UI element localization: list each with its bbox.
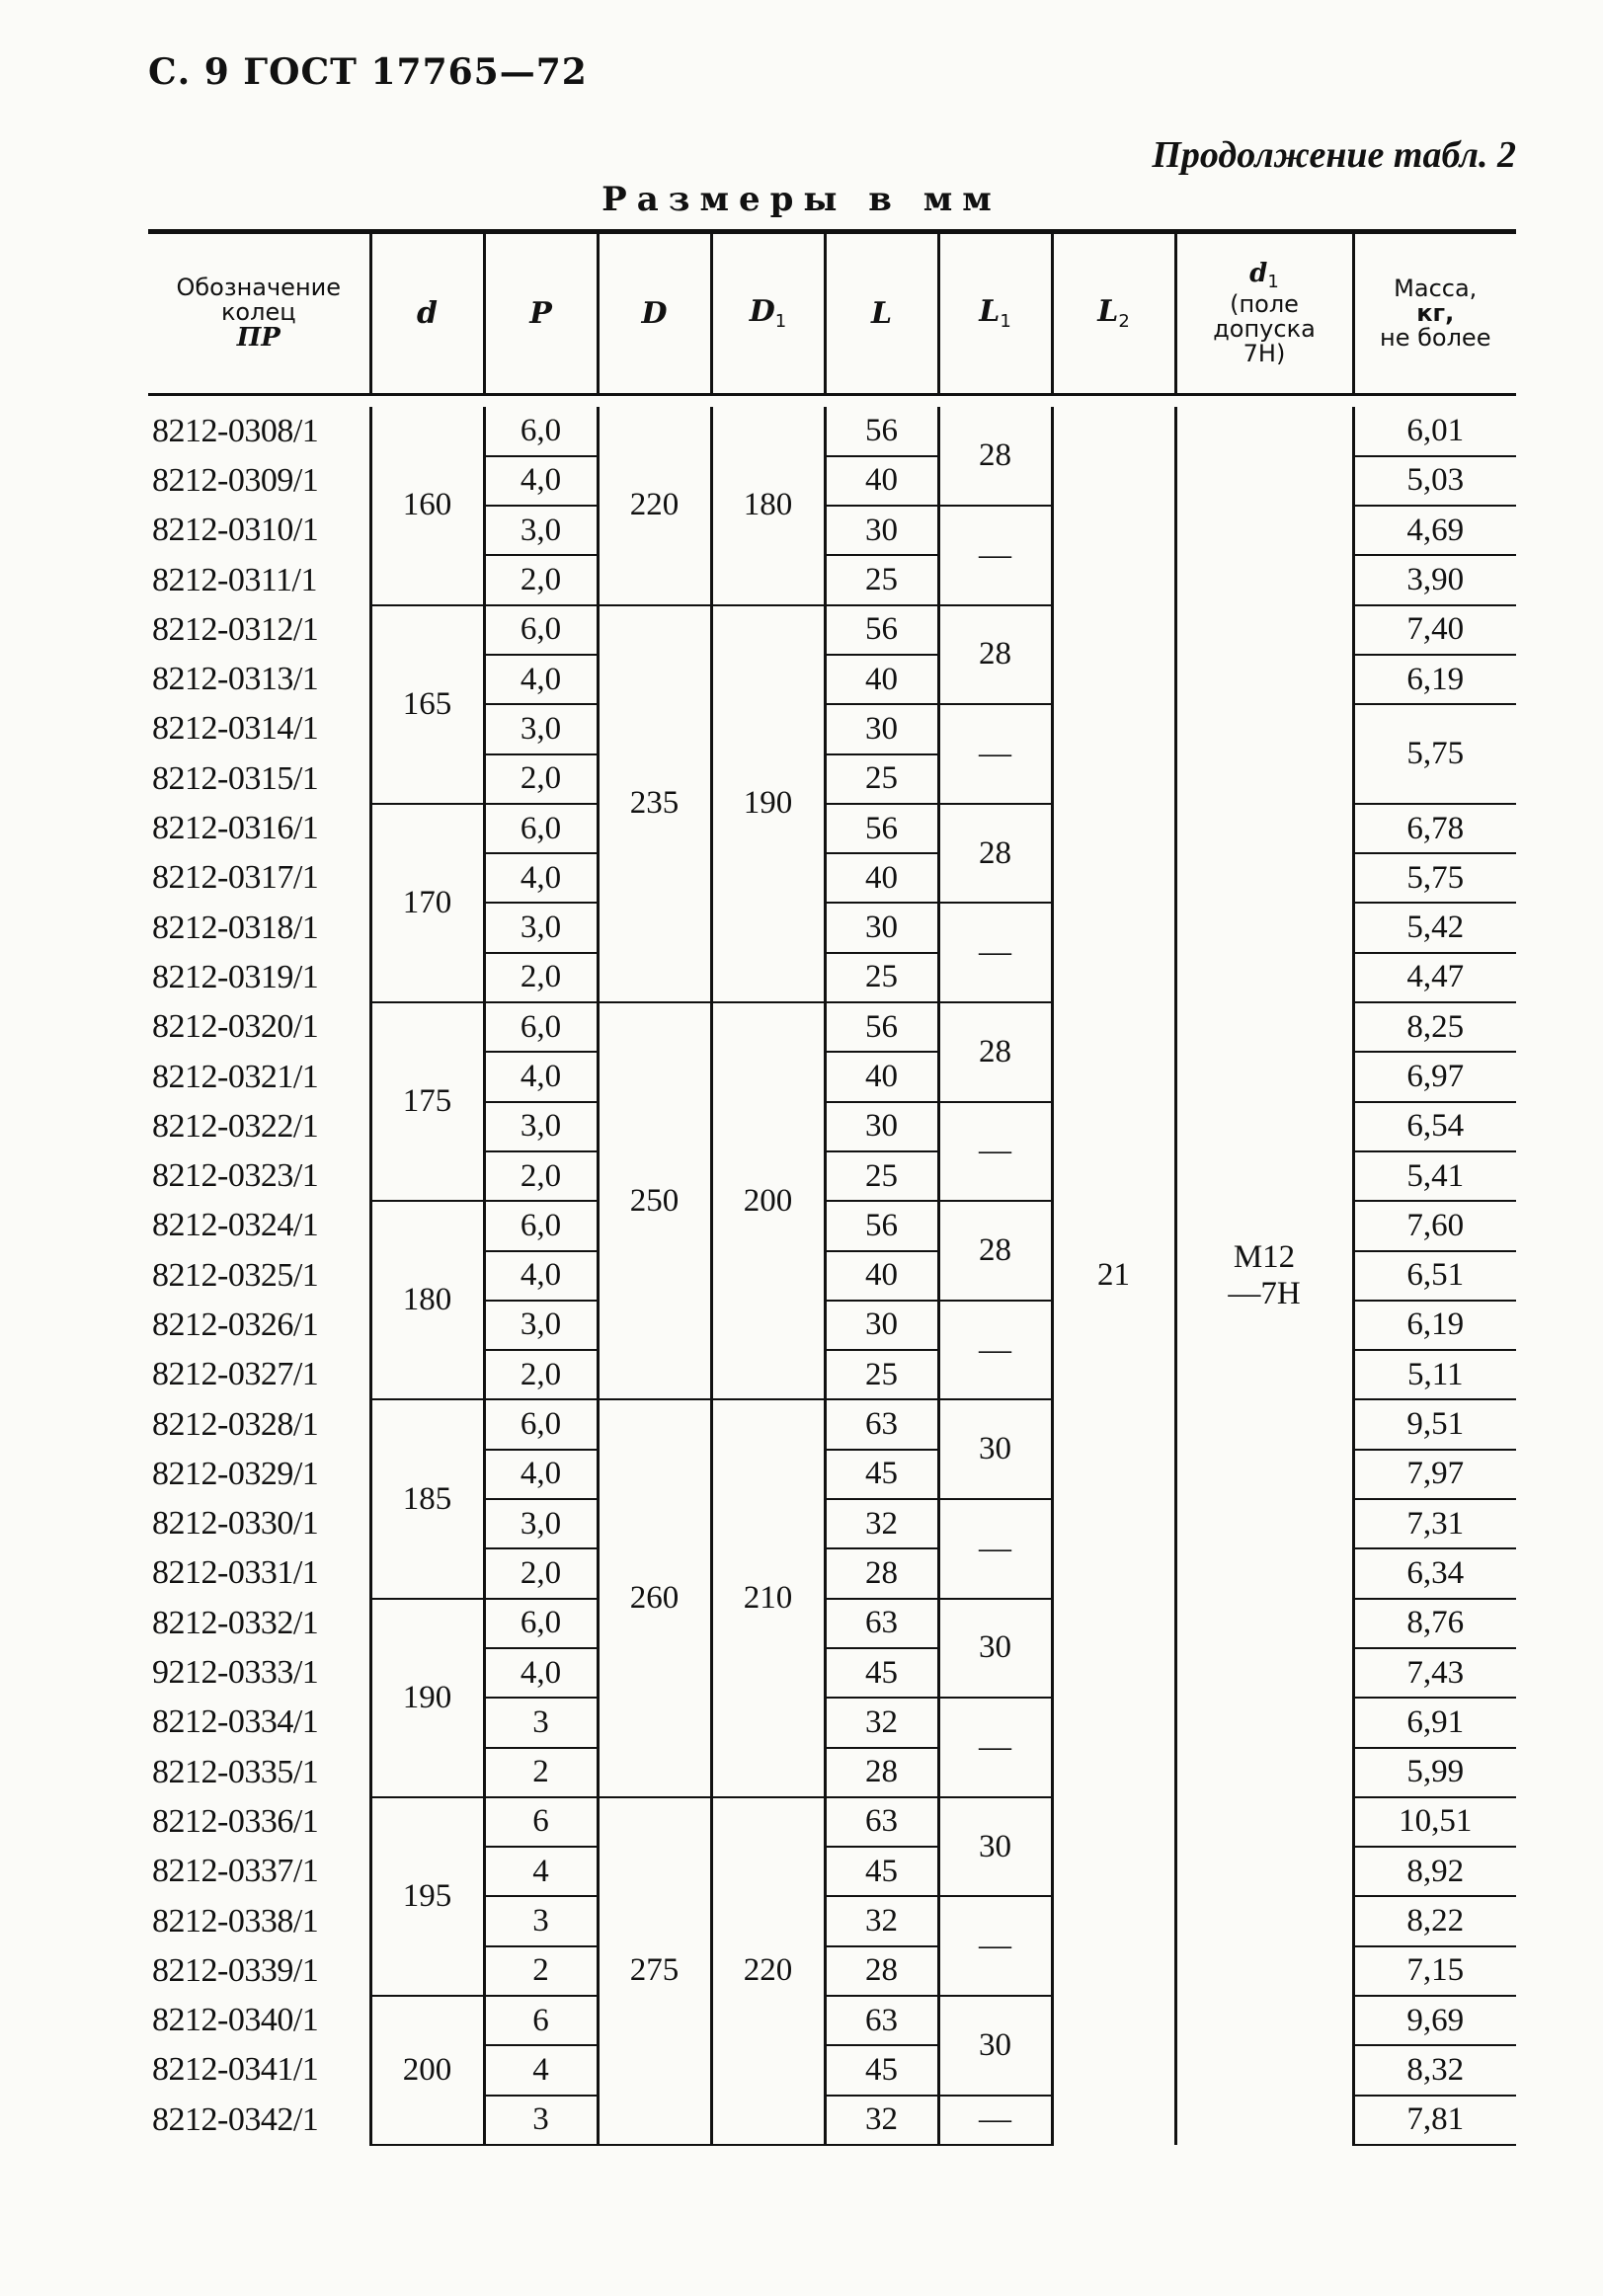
l1-cell: 30 [938,1399,1052,1499]
designation-cell: 8212-0331/1 [152,1554,319,1592]
mass-cell: 8,76 [1353,1599,1516,1648]
l1-cell: — [938,506,1052,605]
mass-cell: 8,22 [1353,1896,1516,1945]
p-cell: 2,0 [484,1350,598,1399]
p-cell: 3 [484,1698,598,1747]
l-cell: 25 [825,1350,938,1399]
big-d-cell: 260 [598,1399,711,1796]
mass-cell: 10,51 [1353,1797,1516,1847]
l-cell: 30 [825,903,938,952]
p-cell: 6,0 [484,804,598,853]
p-cell: 6 [484,1797,598,1847]
p-cell: 4,0 [484,456,598,506]
l-cell: 32 [825,2096,938,2145]
l1-cell: 30 [938,1996,1052,2096]
d-cell: 175 [370,1002,484,1201]
p-cell: 6,0 [484,1201,598,1250]
p-cell: 6,0 [484,1399,598,1449]
p-cell: 2,0 [484,1151,598,1201]
d1-outer-cell: 200 [711,1002,825,1399]
designation-cell: 8212-0310/1 [152,512,319,549]
p-cell: 3,0 [484,903,598,952]
d-cell: 200 [370,1996,484,2145]
designation-cell: 8212-0328/1 [152,1405,319,1443]
mass-cell: 6,54 [1353,1102,1516,1151]
p-cell: 3,0 [484,1499,598,1548]
p-cell: 4,0 [484,1648,598,1698]
mass-cell: 6,34 [1353,1548,1516,1598]
mass-cell: 4,47 [1353,953,1516,1002]
l-cell: 63 [825,1599,938,1648]
l-cell: 45 [825,1847,938,1896]
designation-cell: 8212-0340/1 [152,2002,319,2039]
table-header-row [148,232,1516,395]
mass-cell: 8,32 [1353,2045,1516,2095]
mass-cell: 5,11 [1353,1350,1516,1399]
l1-cell: 30 [938,1797,1052,1897]
mass-cell: 3,90 [1353,555,1516,604]
mass-cell: 6,97 [1353,1052,1516,1101]
l-cell: 56 [825,605,938,655]
designation-cell: 8212-0341/1 [152,2051,319,2089]
l-cell: 25 [825,1151,938,1201]
designation-cell: 8212-0339/1 [152,1951,319,1989]
d-cell: 190 [370,1599,484,1797]
mass-cell: 6,91 [1353,1698,1516,1747]
l-cell: 25 [825,555,938,604]
header-p: P [484,232,598,395]
p-cell: 3 [484,2096,598,2145]
l-cell: 40 [825,853,938,903]
p-cell: 2 [484,1946,598,1996]
mass-cell: 6,51 [1353,1251,1516,1301]
l1-cell: — [938,1698,1052,1797]
l-cell: 40 [825,1052,938,1101]
mass-cell: 8,92 [1353,1847,1516,1896]
l-cell: 45 [825,1648,938,1698]
designation-cell: 8212-0321/1 [152,1058,319,1095]
l1-cell: — [938,704,1052,804]
l-cell: 30 [825,1301,938,1350]
p-cell: 6,0 [484,1599,598,1648]
l-cell: 25 [825,953,938,1002]
designation-cell: 8212-0336/1 [152,1802,319,1840]
big-d-cell: 250 [598,1002,711,1399]
p-cell: 3,0 [484,1102,598,1151]
header-d: d [370,232,484,395]
designation-cell: 8212-0329/1 [152,1455,319,1492]
l1-cell: — [938,1896,1052,1996]
mass-cell: 9,51 [1353,1399,1516,1449]
l1-cell: — [938,1301,1052,1400]
mass-cell: 5,42 [1353,903,1516,952]
table-continuation-note: Продолжение табл. 2 [1152,134,1516,176]
designation-cell: 8212-0320/1 [152,1008,319,1046]
units-caption: Размеры в мм [601,180,1002,219]
mass-cell: 5,75 [1353,704,1516,804]
mass-cell: 6,78 [1353,804,1516,853]
header-designation: Обозначение колец ПР [148,232,370,395]
mass-cell: 7,15 [1353,1946,1516,1996]
mass-cell: 6,19 [1353,655,1516,704]
designation-cell: 8212-0326/1 [152,1306,319,1343]
d1-outer-cell: 190 [711,605,825,1002]
designation-cell: 8212-0309/1 [152,461,319,499]
l-cell: 30 [825,1102,938,1151]
mass-cell: 8,25 [1353,1002,1516,1052]
l-cell: 56 [825,1002,938,1052]
designation-cell: 8212-0332/1 [152,1604,319,1641]
d-cell: 160 [370,407,484,605]
l-cell: 40 [825,655,938,704]
designation-cell: 8212-0324/1 [152,1207,319,1244]
d-cell: 195 [370,1797,484,1996]
d1-outer-cell: 220 [711,1797,825,2145]
p-cell: 3 [484,1896,598,1945]
mass-cell: 7,97 [1353,1450,1516,1499]
l-cell: 40 [825,1251,938,1301]
designation-cell: 8212-0312/1 [152,610,319,648]
l-cell: 63 [825,1399,938,1449]
p-cell: 6 [484,1996,598,2045]
designation-cell: 8212-0313/1 [152,661,319,698]
designation-cell: 8212-0316/1 [152,810,319,847]
d-cell: 170 [370,804,484,1002]
header-l1: $L_1$ [938,232,1052,395]
p-cell: 2,0 [484,1548,598,1598]
designation-cell: 8212-0323/1 [152,1157,319,1195]
p-cell: 3,0 [484,704,598,753]
header-l2: $L_2$ [1052,232,1175,395]
header-l: L [825,232,938,395]
l-cell: 56 [825,407,938,456]
mass-cell: 5,41 [1353,1151,1516,1201]
l-cell: 56 [825,804,938,853]
p-cell: 2 [484,1748,598,1797]
l-cell: 30 [825,704,938,753]
mass-cell: 5,99 [1353,1748,1516,1797]
mass-cell: 5,03 [1353,456,1516,506]
p-cell: 2,0 [484,555,598,604]
l-cell: 32 [825,1698,938,1747]
l-cell: 45 [825,1450,938,1499]
l-cell: 45 [825,2045,938,2095]
designation-cell: 8212-0342/1 [152,2100,319,2138]
designation-cell: 8212-0327/1 [152,1356,319,1393]
header-big-d: D [598,232,711,395]
designation-cell: 8212-0308/1 [152,412,319,449]
p-cell: 3,0 [484,1301,598,1350]
p-cell: 4,0 [484,1052,598,1101]
d-cell: 165 [370,605,484,804]
p-cell: 2,0 [484,754,598,804]
mass-cell: 7,60 [1353,1201,1516,1250]
mass-cell: 6,01 [1353,407,1516,456]
l-cell: 40 [825,456,938,506]
p-cell: 2,0 [484,953,598,1002]
l1-cell: — [938,2096,1052,2145]
l-cell: 56 [825,1201,938,1250]
mass-cell: 7,81 [1353,2096,1516,2145]
l1-cell: 28 [938,1201,1052,1301]
l-cell: 32 [825,1499,938,1548]
p-cell: 4 [484,1847,598,1896]
p-cell: 4,0 [484,655,598,704]
designation-cell: 8212-0337/1 [152,1853,319,1890]
designation-cell: 8212-0317/1 [152,859,319,897]
thread-d1-cell: M12 —7H [1175,407,1353,2145]
l-cell: 25 [825,754,938,804]
table-row [148,407,1516,456]
d1-outer-cell: 180 [711,407,825,605]
designation-cell: 8212-0325/1 [152,1256,319,1294]
d-cell: 180 [370,1201,484,1399]
p-cell: 4 [484,2045,598,2095]
table-body [148,407,1516,2145]
big-d-cell: 235 [598,605,711,1002]
d-cell: 185 [370,1399,484,1598]
l1-cell: — [938,1102,1052,1202]
mass-cell: 4,69 [1353,506,1516,555]
mass-cell: 7,40 [1353,605,1516,655]
designation-cell: 8212-0311/1 [152,561,318,598]
header-thread-d1: $d_1$ (поле допуска 7H) [1175,232,1353,395]
header-d1-outer: $D_1$ [711,232,825,395]
l1-cell: 28 [938,407,1052,507]
designation-cell: 8212-0322/1 [152,1107,319,1145]
mass-cell: 5,75 [1353,853,1516,903]
designation-cell: 8212-0314/1 [152,710,319,748]
l1-cell: 30 [938,1599,1052,1699]
designation-cell: 8212-0338/1 [152,1902,319,1940]
l-cell: 28 [825,1548,938,1598]
l1-cell: 28 [938,1002,1052,1102]
p-cell: 4,0 [484,853,598,903]
l1-cell: 28 [938,605,1052,705]
header-mass: Масса, кг, не более [1353,232,1516,395]
p-cell: 3,0 [484,506,598,555]
designation-cell: 8212-0315/1 [152,759,319,797]
designation-cell: 9212-0333/1 [152,1654,319,1692]
big-d-cell: 275 [598,1797,711,2145]
l1-cell: — [938,903,1052,1002]
mass-cell: 6,19 [1353,1301,1516,1350]
p-cell: 6,0 [484,1002,598,1052]
big-d-cell: 220 [598,407,711,605]
designation-cell: 8212-0319/1 [152,958,319,995]
p-cell: 6,0 [484,407,598,456]
mass-cell: 9,69 [1353,1996,1516,2045]
mass-cell: 7,43 [1353,1648,1516,1698]
page-header: С. 9 ГОСТ 17765—72 [148,51,588,93]
p-cell: 4,0 [484,1251,598,1301]
designation-cell: 8212-0335/1 [152,1753,319,1790]
p-cell: 4,0 [484,1450,598,1499]
l-cell: 30 [825,506,938,555]
d1-outer-cell: 210 [711,1399,825,1796]
dimensions-table [148,229,1516,2146]
l-cell: 63 [825,1996,938,2045]
l-cell: 28 [825,1946,938,1996]
designation-cell: 8212-0318/1 [152,909,319,946]
p-cell: 6,0 [484,605,598,655]
l-cell: 32 [825,1896,938,1945]
l1-cell: 28 [938,804,1052,904]
l2-cell: 21 [1052,407,1175,2145]
designation-cell: 8212-0330/1 [152,1505,319,1543]
l-cell: 28 [825,1748,938,1797]
mass-cell: 7,31 [1353,1499,1516,1548]
l-cell: 63 [825,1797,938,1847]
designation-cell: 8212-0334/1 [152,1703,319,1741]
l1-cell: — [938,1499,1052,1599]
